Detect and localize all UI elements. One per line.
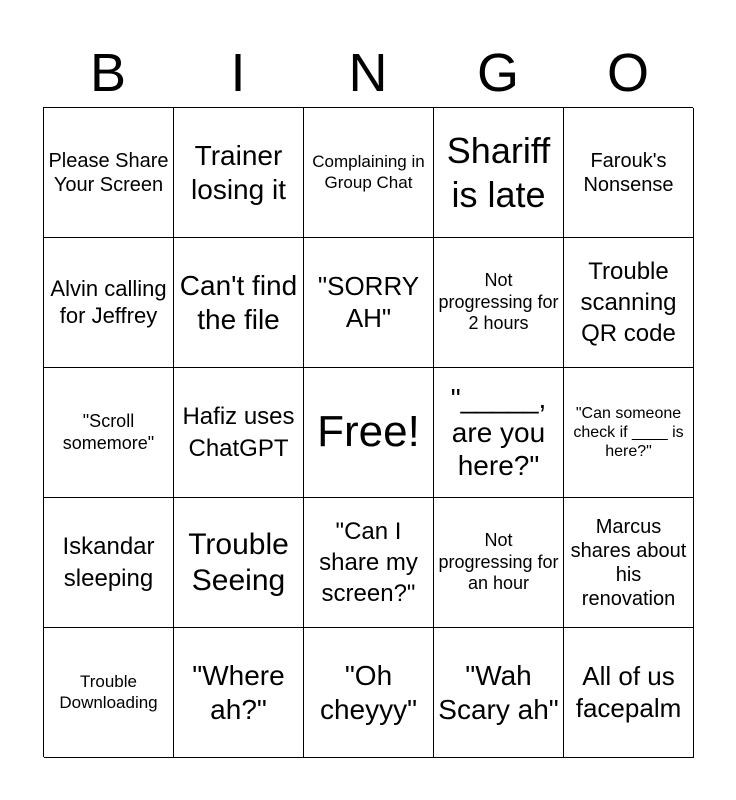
bingo-cell[interactable]: Not progressing for 2 hours bbox=[434, 238, 564, 368]
bingo-cell[interactable]: Alvin calling for Jeffrey bbox=[44, 238, 174, 368]
bingo-cell[interactable]: "Can I share my screen?" bbox=[304, 498, 434, 628]
free-space-cell[interactable]: Free! bbox=[304, 368, 434, 498]
bingo-cell[interactable]: "Oh cheyyy" bbox=[304, 628, 434, 758]
bingo-cell[interactable]: Trouble Seeing bbox=[174, 498, 304, 628]
bingo-cell[interactable]: Trainer losing it bbox=[174, 108, 304, 238]
header-letter-i: I bbox=[230, 43, 246, 103]
bingo-cell[interactable]: Trouble scanning QR code bbox=[564, 238, 694, 368]
header-letter-o: O bbox=[606, 43, 649, 103]
bingo-board bbox=[43, 107, 693, 757]
bingo-cell[interactable]: Iskandar sleeping bbox=[44, 498, 174, 628]
bingo-cell[interactable]: "Can someone check if ____ is here?" bbox=[564, 368, 694, 498]
bingo-cell[interactable]: "_____, are you here?" bbox=[434, 368, 564, 498]
bingo-cell[interactable]: Marcus shares about his renovation bbox=[564, 498, 694, 628]
bingo-cell[interactable]: "SORRY AH" bbox=[304, 238, 434, 368]
bingo-cell[interactable]: "Where ah?" bbox=[174, 628, 304, 758]
bingo-cell[interactable]: Farouk's Nonsense bbox=[564, 108, 694, 238]
bingo-cell[interactable]: Trouble Downloading bbox=[44, 628, 174, 758]
bingo-cell[interactable]: Complaining in Group Chat bbox=[304, 108, 434, 238]
bingo-cell[interactable]: All of us facepalm bbox=[564, 628, 694, 758]
bingo-cell[interactable]: Can't find the file bbox=[174, 238, 304, 368]
bingo-cell[interactable]: "Scroll somemore" bbox=[44, 368, 174, 498]
bingo-cell[interactable]: Please Share Your Screen bbox=[44, 108, 174, 238]
bingo-cell[interactable]: Not progressing for an hour bbox=[434, 498, 564, 628]
bingo-cell[interactable]: Hafiz uses ChatGPT bbox=[174, 368, 304, 498]
bingo-cell[interactable]: Shariff is late bbox=[434, 108, 564, 238]
header-letter-g: G bbox=[476, 43, 519, 103]
header-letter-n: N bbox=[348, 43, 388, 103]
header-letter-b: B bbox=[89, 43, 127, 103]
bingo-header bbox=[43, 38, 693, 108]
bingo-cell[interactable]: "Wah Scary ah" bbox=[434, 628, 564, 758]
